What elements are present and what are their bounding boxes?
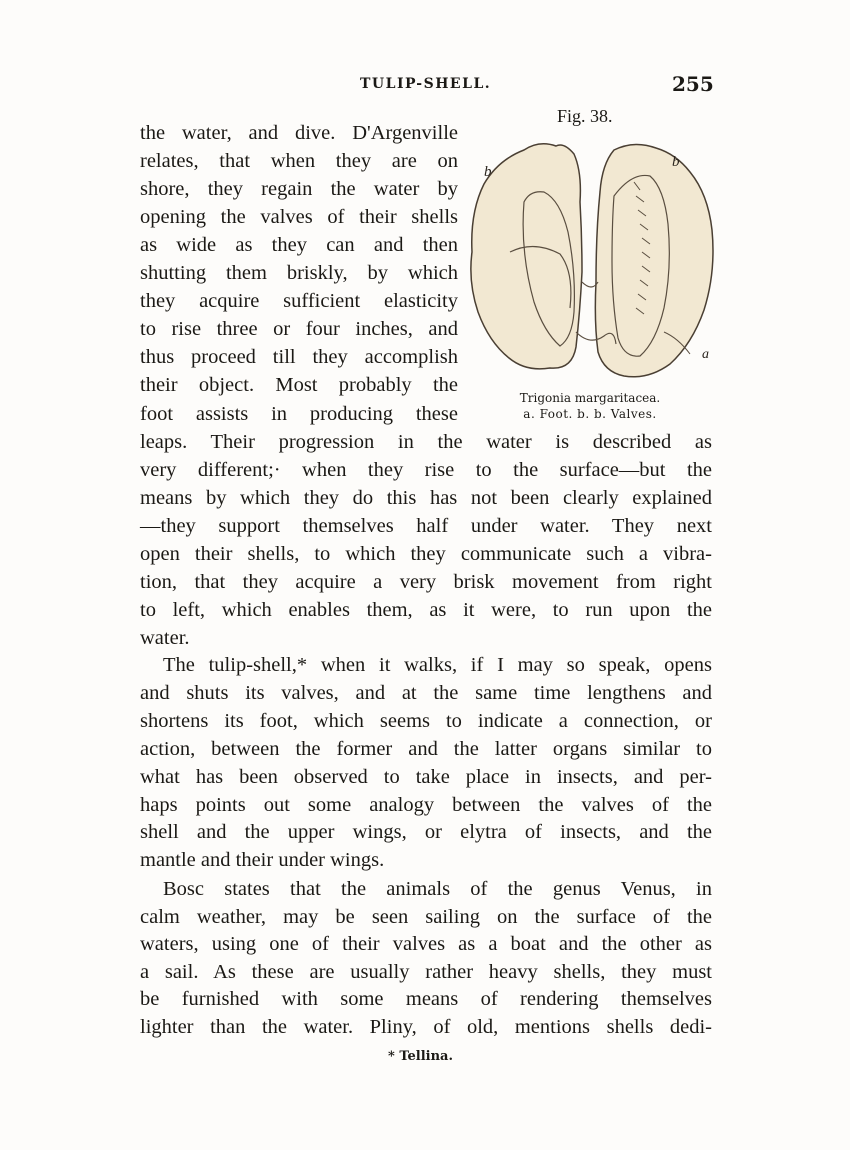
text-line: waters, using one of their valves as a boat and the other as bbox=[140, 933, 712, 956]
text-line: very different;· when they rise to the surface—but the bbox=[140, 458, 712, 481]
figure-label-a: a bbox=[702, 347, 709, 362]
right-valve bbox=[595, 144, 713, 376]
text-line: water. bbox=[140, 626, 190, 649]
text-line: their object. Most probably the bbox=[140, 374, 458, 397]
text-line: as wide as they can and then bbox=[140, 234, 458, 257]
text-line: —they support themselves half under water. They next bbox=[140, 514, 712, 537]
text-line: shortens its foot, which seems to indicate a connection, or bbox=[140, 709, 712, 732]
text-line: The tulip-shell,* when it walks, if I may so speak, opens bbox=[163, 654, 712, 676]
figure-title: Trigonia margaritacea. bbox=[519, 391, 661, 405]
text-line: the water, and dive. D'Argenville bbox=[140, 122, 458, 144]
text-line: mantle and their under wings. bbox=[140, 849, 385, 872]
text-line: lighter than the water. Pliny, of old, mentions shells dedi- bbox=[140, 1016, 712, 1038]
page-number: 255 bbox=[672, 72, 714, 96]
text-line: tion, that they acquire a very brisk movement from right bbox=[140, 570, 712, 593]
text-line: be furnished with some means of rendering themselves bbox=[140, 988, 712, 1011]
text-line: means by which they do this has not been clearly explained bbox=[140, 486, 712, 509]
text-line: shore, they regain the water by bbox=[140, 178, 458, 201]
text-line: thus proceed till they accomplish bbox=[140, 346, 458, 369]
figure-label-b-right: b bbox=[672, 154, 680, 170]
text-line: calm weather, may be seen sailing on the surface of the bbox=[140, 905, 712, 928]
text-line: they acquire sufficient elasticity bbox=[140, 290, 458, 313]
text-line: shutting them briskly, by which bbox=[140, 262, 458, 285]
text-line: what has been observed to take place in insects, and per- bbox=[140, 765, 712, 788]
figure-legend: a. Foot. b. b. Valves. bbox=[523, 407, 657, 421]
text-line: relates, that when they are on bbox=[140, 150, 458, 173]
figure-number: Fig. 38. bbox=[557, 106, 613, 126]
text-line: haps points out some analogy between the valves of the bbox=[140, 793, 712, 816]
text-line: open their shells, to which they communicate such a vibra- bbox=[140, 542, 712, 565]
text-line: shell and the upper wings, or elytra of insects, and the bbox=[140, 821, 712, 844]
running-head: TULIP-SHELL. bbox=[360, 76, 492, 92]
text-line: and shuts its valves, and at the same time lengthens and bbox=[140, 681, 712, 704]
text-line: action, between the former and the latter organs similar to bbox=[140, 737, 712, 760]
footnote: * Tellina. bbox=[388, 1049, 453, 1064]
text-line: foot assists in producing these bbox=[140, 402, 458, 425]
text-line: a sail. As these are usually rather heavy shells, they must bbox=[140, 960, 712, 983]
text-line: to rise three or four inches, and bbox=[140, 318, 458, 341]
text-line: to left, which enables them, as it were, to run upon the bbox=[140, 598, 712, 621]
text-line: opening the valves of their shells bbox=[140, 206, 458, 229]
trigonia-shell-illustration bbox=[464, 132, 722, 388]
figure-label-b-left: b bbox=[484, 164, 492, 180]
text-line: leaps. Their progression in the water is described as bbox=[140, 430, 712, 453]
text-line: Bosc states that the animals of the genus Venus, in bbox=[163, 878, 712, 900]
